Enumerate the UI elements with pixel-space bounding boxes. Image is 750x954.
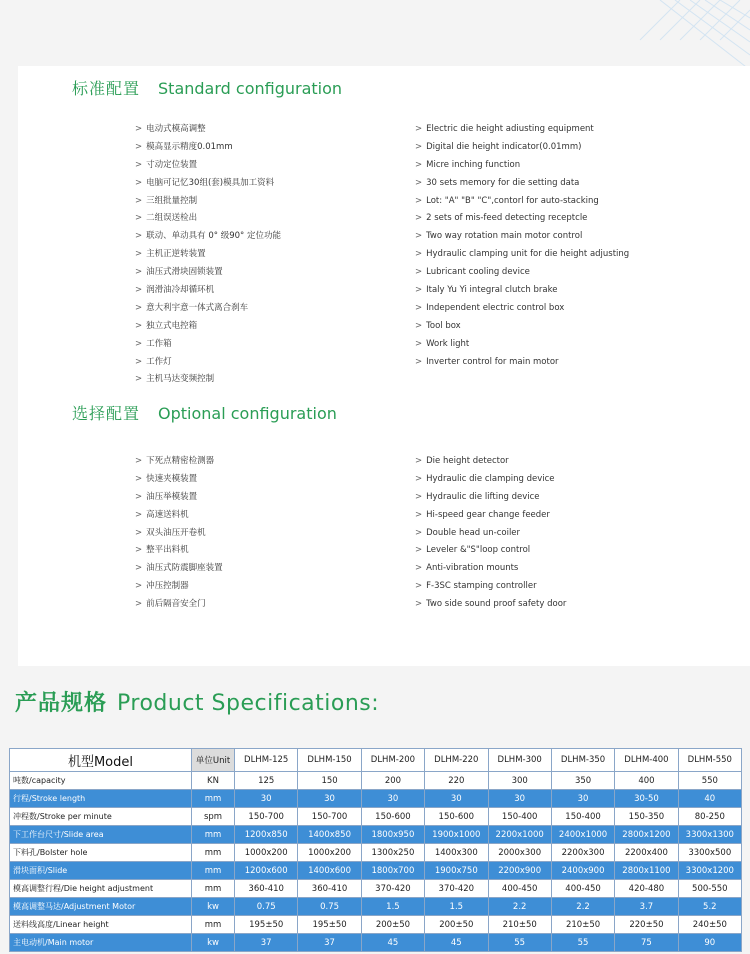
spec-header-row [10,749,742,772]
list-item-text: 模高显示精度0.01mm [146,141,233,152]
bullet-arrow-icon: > [135,491,143,502]
list-item-text: Hydraulic die lifting device [426,491,540,502]
spec-row [10,916,742,934]
list-item-text: 双头油压开卷机 [146,527,206,538]
spec-cell: 220 [425,772,488,790]
list-item-text: 三组批量控制 [146,195,198,206]
list-item-text: 电动式模高调整 [146,124,206,134]
standard-title-cn: 标准配置 [72,79,141,98]
spec-cell: 2200x400 [615,844,678,862]
spec-cell: 75 [615,934,678,952]
spec-cell: 125 [235,772,298,790]
standard-item-cn [135,300,281,318]
list-item-text: F-3SC stamping controller [426,581,537,592]
spec-cell: 150-400 [488,808,551,826]
standard-item-en [415,336,629,354]
standard-config-title [72,76,342,99]
spec-cell: 1.5 [361,898,424,916]
bullet-arrow-icon: > [415,491,423,502]
bullet-arrow-icon: > [415,581,423,592]
standard-item-en [415,246,629,264]
list-item-text: Inverter control for main motor [426,356,559,367]
list-item-text: 2 sets of mis-feed detecting receptcle [426,213,588,224]
spec-row-unit: mm [192,844,235,862]
spec-cell: 150-700 [298,808,361,826]
optional-list-cn [135,453,223,614]
bullet-arrow-icon: > [415,320,423,331]
spec-cell: 360-410 [298,880,361,898]
standard-item-cn [135,139,281,157]
list-item-text: 联动、单动具有 0° 级90° 定位功能 [146,231,281,242]
list-item-text: 冲压控制器 [146,581,189,592]
optional-item-en [415,596,566,614]
spec-row-unit: mm [192,916,235,934]
spec-cell: 2200x1000 [488,826,551,844]
spec-row [10,772,742,790]
spec-row [10,880,742,898]
spec-cell: 2400x900 [551,862,614,880]
list-item-text: Double head un-coiler [426,527,521,538]
spec-cell: 30 [551,790,614,808]
spec-row [10,862,742,880]
bullet-arrow-icon: > [135,545,143,556]
standard-item-en [415,318,629,336]
spec-row-unit: spm [192,808,235,826]
optional-item-cn [135,560,223,578]
standard-item-cn [135,318,281,336]
header-model-name: DLHM-400 [615,749,678,772]
standard-item-cn [135,193,281,211]
list-item-text: 前后隔音安全门 [146,599,206,610]
spec-cell: 200 [361,772,424,790]
standard-item-cn [135,264,281,282]
spec-cell: 400 [615,772,678,790]
list-item-text: 下死点精密检测器 [146,456,215,466]
spec-row-unit: KN [192,772,235,790]
bullet-arrow-icon: > [415,267,423,278]
bullet-arrow-icon: > [135,320,143,331]
header-model-name: DLHM-125 [235,749,298,772]
spec-cell: 2800x1100 [615,862,678,880]
optional-list-en [415,453,566,614]
spec-cell: 1300x250 [361,844,424,862]
spec-table [9,748,742,952]
spec-row-label: 冲程数/Stroke per minute [10,808,192,826]
spec-cell: 45 [361,934,424,952]
spec-cell: 2.2 [488,898,551,916]
list-item-text: 30 sets memory for die setting data [426,177,580,188]
bullet-arrow-icon: > [415,285,423,296]
list-item-text: Electric die height adiusting equipment [426,124,594,134]
spec-cell: 195±50 [235,916,298,934]
bullet-arrow-icon: > [415,231,423,242]
header-model-name: DLHM-550 [678,749,741,772]
standard-item-cn [135,157,281,175]
standard-item-en [415,193,629,211]
spec-row-label: 吨数/capacity [10,772,192,790]
bullet-arrow-icon: > [135,177,143,188]
spec-cell: 210±50 [551,916,614,934]
standard-item-en [415,300,629,318]
list-item-text: Hi-speed gear change feeder [426,509,550,520]
list-item-text: Lot: "A" "B" "C",contorl for auto-stacking [426,195,599,206]
spec-cell: 550 [678,772,741,790]
spec-cell: 30 [361,790,424,808]
spec-cell: 420-480 [615,880,678,898]
spec-cell: 195±50 [298,916,361,934]
standard-item-en [415,210,629,228]
spec-cell: 370-420 [425,880,488,898]
spec-row-label: 模高调整马达/Adjustment Motor [10,898,192,916]
list-item-text: Digital die height indicator(0.01mm) [426,141,582,152]
bullet-arrow-icon: > [415,124,423,134]
spec-row-label: 下工作台尺寸/Slide area [10,826,192,844]
spec-cell: 90 [678,934,741,952]
spec-cell: 0.75 [235,898,298,916]
bullet-arrow-icon: > [415,338,423,349]
spec-cell: 30-50 [615,790,678,808]
bullet-arrow-icon: > [135,599,143,610]
list-item-text: 独立式电控箱 [146,320,198,331]
bullet-arrow-icon: > [415,599,423,610]
bullet-arrow-icon: > [135,527,143,538]
bullet-arrow-icon: > [135,249,143,260]
list-item-text: Micre inching function [426,159,521,170]
spec-cell: 1900x1000 [425,826,488,844]
spec-cell: 37 [235,934,298,952]
spec-row-unit: kw [192,934,235,952]
optional-item-en [415,471,566,489]
standard-list-cn [135,121,281,389]
list-item-text: Leveler &"S"loop control [426,545,531,556]
list-item-text: Italy Yu Yi integral clutch brake [426,285,558,296]
bullet-arrow-icon: > [415,249,423,260]
list-item-text: Independent electric control box [426,302,565,313]
spec-cell: 3300x1300 [678,826,741,844]
spec-cell: 1800x700 [361,862,424,880]
standard-item-cn [135,228,281,246]
spec-cell: 30 [425,790,488,808]
bullet-arrow-icon: > [135,456,143,466]
spec-row-unit: kw [192,898,235,916]
optional-title-en: Optional configuration [158,404,337,423]
list-item-text: Two side sound proof safety door [426,599,567,610]
spec-cell: 150-400 [551,808,614,826]
spec-cell: 40 [678,790,741,808]
spec-cell: 5.2 [678,898,741,916]
standard-item-cn [135,121,281,139]
list-item-text: Lubricant cooling device [426,267,530,278]
spec-cell: 350 [551,772,614,790]
spec-cell: 1800x950 [361,826,424,844]
spec-cell: 1000x200 [235,844,298,862]
spec-cell: 300 [488,772,551,790]
bullet-arrow-icon: > [135,374,143,385]
bullet-arrow-icon: > [415,563,423,574]
spec-cell: 1.5 [425,898,488,916]
bullet-arrow-icon: > [415,356,423,367]
spec-cell: 55 [488,934,551,952]
list-item-text: Two way rotation main motor control [426,231,583,242]
bullet-arrow-icon: > [135,124,143,134]
bullet-arrow-icon: > [415,213,423,224]
spec-row-label: 模高调整行程/Die height adjustment [10,880,192,898]
spec-row [10,826,742,844]
bullet-arrow-icon: > [135,159,143,170]
spec-table-body [10,772,742,952]
bullet-arrow-icon: > [135,563,143,574]
spec-cell: 200±50 [425,916,488,934]
bullet-arrow-icon: > [135,509,143,520]
list-item-text: 电脑可记忆30组(套)模具加工资料 [146,177,275,188]
list-item-text: Hydraulic die clamping device [426,473,555,484]
spec-cell: 400-450 [551,880,614,898]
spec-cell: 80-250 [678,808,741,826]
bullet-arrow-icon: > [135,302,143,313]
spec-cell: 210±50 [488,916,551,934]
spec-cell: 2000x300 [488,844,551,862]
header-model-name: DLHM-220 [425,749,488,772]
bullet-arrow-icon: > [135,231,143,242]
header-model: 机型Model [10,749,192,772]
optional-item-en [415,560,566,578]
optional-item-en [415,453,566,471]
spec-cell: 30 [235,790,298,808]
spec-cell: 30 [298,790,361,808]
list-item-text: 油压举模装置 [146,491,198,502]
header-model-name: DLHM-350 [551,749,614,772]
bullet-arrow-icon: > [135,581,143,592]
spec-cell: 2800x1200 [615,826,678,844]
spec-cell: 150-700 [235,808,298,826]
bullet-arrow-icon: > [135,213,143,224]
optional-item-cn [135,507,223,525]
list-item-text: 润滑油冷却循环机 [146,285,215,296]
spec-cell: 240±50 [678,916,741,934]
list-item-text: 工作灯 [146,356,172,367]
list-item-text: 主机马达变频控制 [146,374,215,385]
spec-cell: 400-450 [488,880,551,898]
optional-item-cn [135,578,223,596]
bullet-arrow-icon: > [415,509,423,520]
spec-row [10,898,742,916]
bullet-arrow-icon: > [415,473,423,484]
header-model-name: DLHM-300 [488,749,551,772]
spec-row [10,790,742,808]
standard-item-en [415,121,629,139]
bullet-arrow-icon: > [135,473,143,484]
spec-cell: 150-600 [425,808,488,826]
list-item-text: 二组误送检出 [146,213,198,224]
standard-item-en [415,157,629,175]
bullet-arrow-icon: > [415,545,423,556]
list-item-text: 寸动定位装置 [146,159,198,170]
spec-cell: 55 [551,934,614,952]
spec-row-unit: mm [192,880,235,898]
spec-cell: 1400x850 [298,826,361,844]
spec-row-unit: mm [192,826,235,844]
spec-title-en: Product Specifications: [117,691,380,716]
standard-item-cn [135,210,281,228]
optional-item-en [415,525,566,543]
optional-item-cn [135,471,223,489]
list-item-text: Tool box [426,320,461,331]
bullet-arrow-icon: > [135,338,143,349]
bullet-arrow-icon: > [135,267,143,278]
optional-item-cn [135,525,223,543]
bullet-arrow-icon: > [415,177,423,188]
list-item-text: Die height detector [426,456,509,466]
spec-row [10,808,742,826]
spec-cell: 1200x600 [235,862,298,880]
spec-row [10,934,742,952]
standard-item-en [415,139,629,157]
spec-title-cn: 产品规格 [15,691,108,716]
bullet-arrow-icon: > [415,302,423,313]
spec-cell: 1400x300 [425,844,488,862]
optional-config-title [72,401,337,424]
spec-row [10,844,742,862]
header-model-name: DLHM-200 [361,749,424,772]
spec-cell: 1200x850 [235,826,298,844]
standard-item-en [415,175,629,193]
list-item-text: 油压式滑块固锁装置 [146,267,223,278]
spec-cell: 150 [298,772,361,790]
list-item-text: 快速夹模装置 [146,473,198,484]
standard-item-en [415,228,629,246]
bullet-arrow-icon: > [415,456,423,466]
list-item-text: 油压式防震脚座装置 [146,563,223,574]
spec-cell: 1000x200 [298,844,361,862]
spec-cell: 37 [298,934,361,952]
bullet-arrow-icon: > [135,141,143,152]
spec-row-label: 主电动机/Main motor [10,934,192,952]
spec-title [15,686,379,717]
optional-item-cn [135,489,223,507]
bullet-arrow-icon: > [135,356,143,367]
optional-item-cn [135,453,223,471]
bullet-arrow-icon: > [135,285,143,296]
spec-cell: 220±50 [615,916,678,934]
standard-item-en [415,264,629,282]
optional-title-cn: 选择配置 [72,404,141,423]
list-item-text: 工作箱 [146,338,172,349]
spec-cell: 3300x1200 [678,862,741,880]
spec-cell: 370-420 [361,880,424,898]
list-item-text: Hydraulic clamping unit for die height adjusting [426,249,630,260]
standard-item-cn [135,175,281,193]
spec-row-label: 行程/Stroke length [10,790,192,808]
spec-cell: 3.7 [615,898,678,916]
spec-cell: 1400x600 [298,862,361,880]
header-unit: 单位Unit [192,749,235,772]
spec-cell: 150-350 [615,808,678,826]
spec-cell: 1900x750 [425,862,488,880]
header-model-name: DLHM-150 [298,749,361,772]
optional-item-en [415,542,566,560]
list-item-text: Anti-vibration mounts [426,563,519,574]
bullet-arrow-icon: > [415,527,423,538]
optional-item-en [415,578,566,596]
optional-item-cn [135,542,223,560]
list-item-text: 高速送料机 [146,509,189,520]
list-item-text: 意大利宇意一体式离合刹车 [146,302,249,313]
standard-item-cn [135,371,281,389]
spec-row-unit: mm [192,862,235,880]
spec-cell: 0.75 [298,898,361,916]
configuration-card [18,66,750,666]
spec-row-label: 滑块面积/Slide [10,862,192,880]
standard-item-cn [135,246,281,264]
optional-item-en [415,489,566,507]
standard-item-cn [135,354,281,372]
bullet-arrow-icon: > [415,141,423,152]
standard-item-cn [135,336,281,354]
standard-item-en [415,282,629,300]
spec-cell: 2.2 [551,898,614,916]
list-item-text: 整平出料机 [146,545,189,556]
spec-cell: 30 [488,790,551,808]
spec-cell: 150-600 [361,808,424,826]
spec-cell: 45 [425,934,488,952]
optional-item-cn [135,596,223,614]
bullet-arrow-icon: > [135,195,143,206]
spec-row-label: 送料线高度/Linear height [10,916,192,934]
spec-cell: 2400x1000 [551,826,614,844]
spec-row-unit: mm [192,790,235,808]
spec-cell: 360-410 [235,880,298,898]
standard-item-cn [135,282,281,300]
list-item-text: 主机正逆转装置 [146,249,206,260]
standard-title-en: Standard configuration [158,79,343,98]
bullet-arrow-icon: > [415,195,423,206]
list-item-text: Work light [426,338,470,349]
spec-cell: 3300x500 [678,844,741,862]
spec-row-label: 下料孔/Bolster hole [10,844,192,862]
spec-cell: 200±50 [361,916,424,934]
spec-cell: 2200x900 [488,862,551,880]
standard-list-en [415,121,629,371]
spec-cell: 2200x300 [551,844,614,862]
bullet-arrow-icon: > [415,159,423,170]
standard-item-en [415,354,629,372]
optional-item-en [415,507,566,525]
spec-cell: 500-550 [678,880,741,898]
